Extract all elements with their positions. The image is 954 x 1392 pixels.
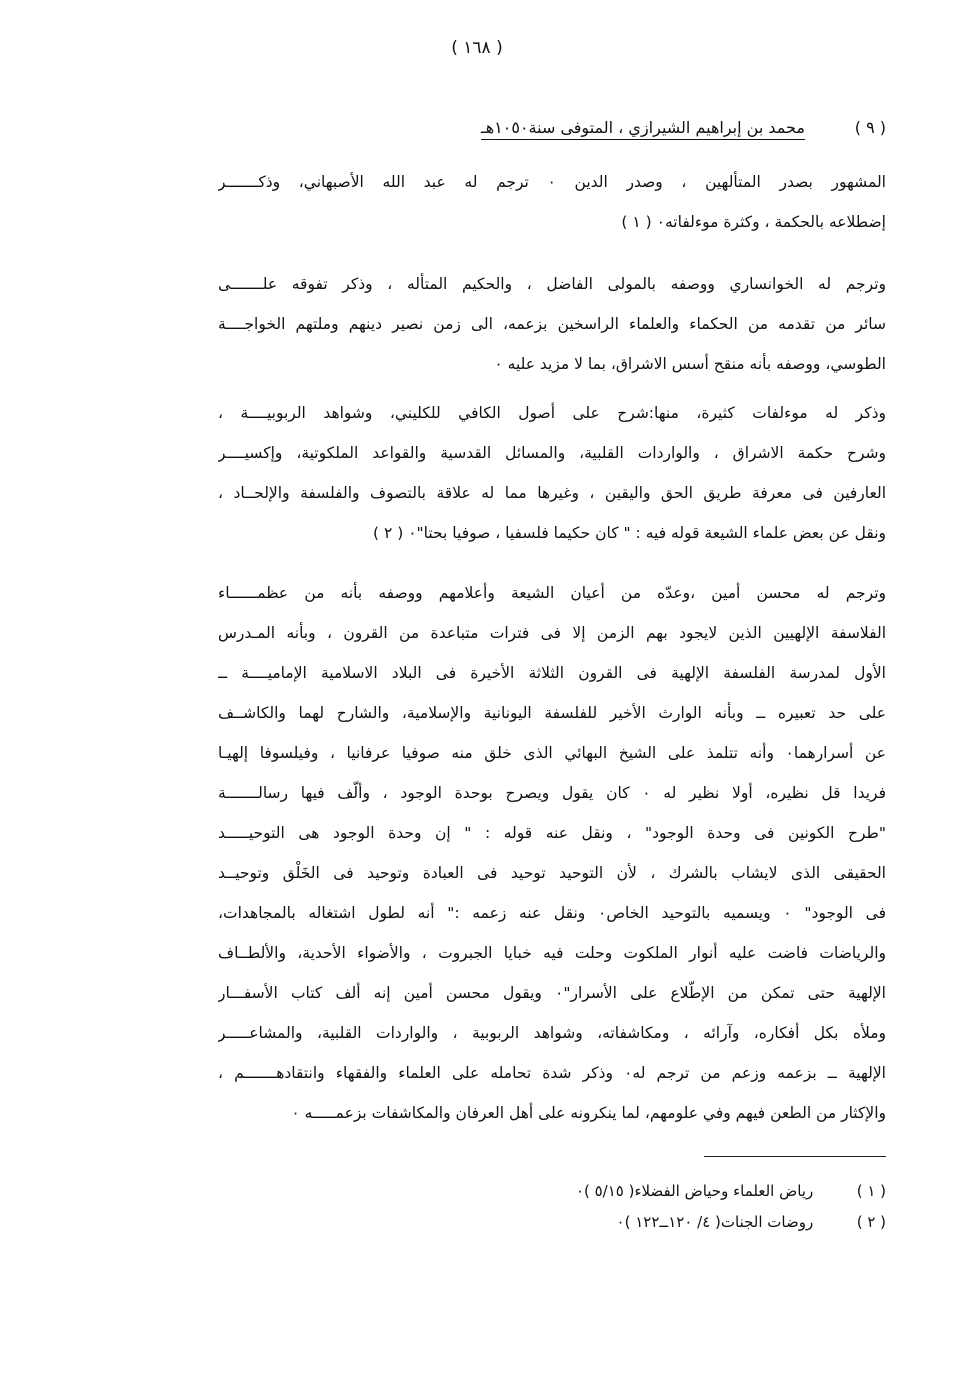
footnote-text: رياض العلماء وحياض الفضلاء( ٥/١٥ )٠	[575, 1182, 814, 1200]
text-line: وملأه بكل أفكاره، وآرائه ، ومكاشفاته، وشواهد الربوبية ، والواردات القلبية، والمشاعـــــر	[218, 1024, 886, 1042]
footnotes	[386, 1176, 886, 1238]
text-line: وترجم له محسن أمين ،وعدّه من أعيان الشيعة وأعلامهم ووصفه بأنه من عظمــــــاء	[218, 584, 886, 602]
text-line: الطوسي، ووصفه بأنه منقح أسس الاشراق، بما لا مزيد عليه ٠	[494, 355, 886, 373]
footnote-1	[386, 1176, 886, 1207]
text-line: والرياضات فاضت عليه أنوار الملكوت وحلت فيه خبايا الجبروت ، والأضواء الأحدية، والألطــاف	[218, 944, 886, 962]
text-line: ونقل عن بعض علماء الشيعة قوله فيه : " كان حكيما فلسفيا ، صوفيا بحتا"٠ ( ٢ )	[372, 524, 886, 542]
paragraph-4	[218, 573, 886, 1133]
entry-heading	[66, 118, 886, 137]
text-line: والإكثار من الطعن فيهم وفي علومهم، لما ينكرونه على أهل العرفان والمكاشفات بزعمـــــه ٠	[291, 1104, 886, 1122]
footnote-number: ( ١ )	[856, 1182, 886, 1200]
page-number: ( ١٦٨ )	[451, 38, 503, 58]
text-line: وشرح حكمة الاشراق ، والواردات القلبية، والمسائل القدسية والقواعد الملكوتية، وإكسيــــر	[218, 444, 886, 462]
text-line: وترجم له الخوانساري ووصفه بالمولى الفاضل ، والحكيم المتأله ، وذكر تفوقه علـــــــى	[218, 275, 886, 293]
text-line: "طرح الكونين فى وحدة الوجود" ، ونقل عنه قوله : " إن وحدة الوجود هى التوحيـــــد	[218, 824, 886, 842]
paragraph-3	[218, 393, 886, 553]
footnote-divider	[704, 1156, 886, 1157]
footnote-number: ( ٢ )	[856, 1213, 886, 1231]
footnote-text: روضات الجنات( ٤/ ١٢٠ــ١٢٢ )٠	[616, 1213, 814, 1231]
entry-number: ( ٩ )	[854, 118, 886, 137]
text-line: الأول لمدرسة الفلسفة الإلهية فى القرون الثلاثة الأخيرة فى البلاد الاسلامية الإماميــــة ــ	[218, 664, 886, 682]
entry-title: محمد بن إبراهيم الشيرازي ، المتوفى سنة١٠٥٠هـ	[481, 118, 805, 137]
text-line: الحقيقى الذى لايشاب بالشرك ، لأن التوحيد توحيد فى العبادة وتوحيد فى الخَلْق وتوحيــد	[218, 864, 886, 882]
paragraph-1	[218, 162, 886, 242]
text-line: الإلهية حتى تمكن من الإطّلاع على الأسرار"٠ ويقول محسن أمين إنه ألف كتاب الأسفـــار	[218, 984, 886, 1002]
text-line: المشهور بصدر المتألهين ، وصدر الدين ٠ ترجم له عبد الله الأصبهاني، وذكـــــــر	[218, 173, 886, 191]
text-line: فريدا قل نظيره، أولا نظير له ٠ كان يقول ويصرح بوحدة الوجود ، وألّف فيها رسالـــــــة	[218, 784, 886, 802]
text-line: على حد تعبيره ــ وبأنه الوارث الأخير للفلسفة اليونانية والإسلامية، والشارح لهما والكاشــف	[218, 704, 886, 722]
text-line: الفلاسفة الإلهيين الذين لايجود بهم الزمن إلا فى فترات متباعدة من القرون ، وبأنه المـدرس	[218, 624, 886, 642]
paragraph-2	[218, 264, 886, 384]
text-line: الإلهية ــ بزعمه وزعم من ترجم له٠ وذكر شدة تحامله على العلماء والفقهاء وانتقادهـــــــم ،	[218, 1064, 886, 1082]
text-line: إضطلاعه بالحكمة ، وكثرة موءلفاته٠ ( ١ )	[621, 213, 886, 231]
text-line: وذكر له موءلفات كثيرة، منها:شرح على أصول الكافي للكليني، وشواهد الربوبيــــة ،	[218, 404, 886, 422]
text-line: فى الوجود" ٠ ويسميه بالتوحيد الخاص٠ ونقل عنه زعمه :" أنه لطول اشتغاله بالمجاهدات،	[218, 904, 886, 922]
footnote-2	[386, 1207, 886, 1238]
text-line: عن أسرارهما٠ وأنه تتلمذ على الشيخ البهائي الذى خلق منه صوفيا عرفانيا ، وفيلسوفا إلهيـا	[218, 744, 886, 762]
text-line: العارفين فى معرفة طريق الحق واليقين ، وغيرها مما له علاقة بالتصوف والفلسفة والإلحــاد ،	[218, 484, 886, 502]
text-line: سائر من تقدمه من الحكماء والعلماء الراسخين بزعمه، الى زمن نصير دينهم وملتهم الخواجــــة	[218, 315, 886, 333]
